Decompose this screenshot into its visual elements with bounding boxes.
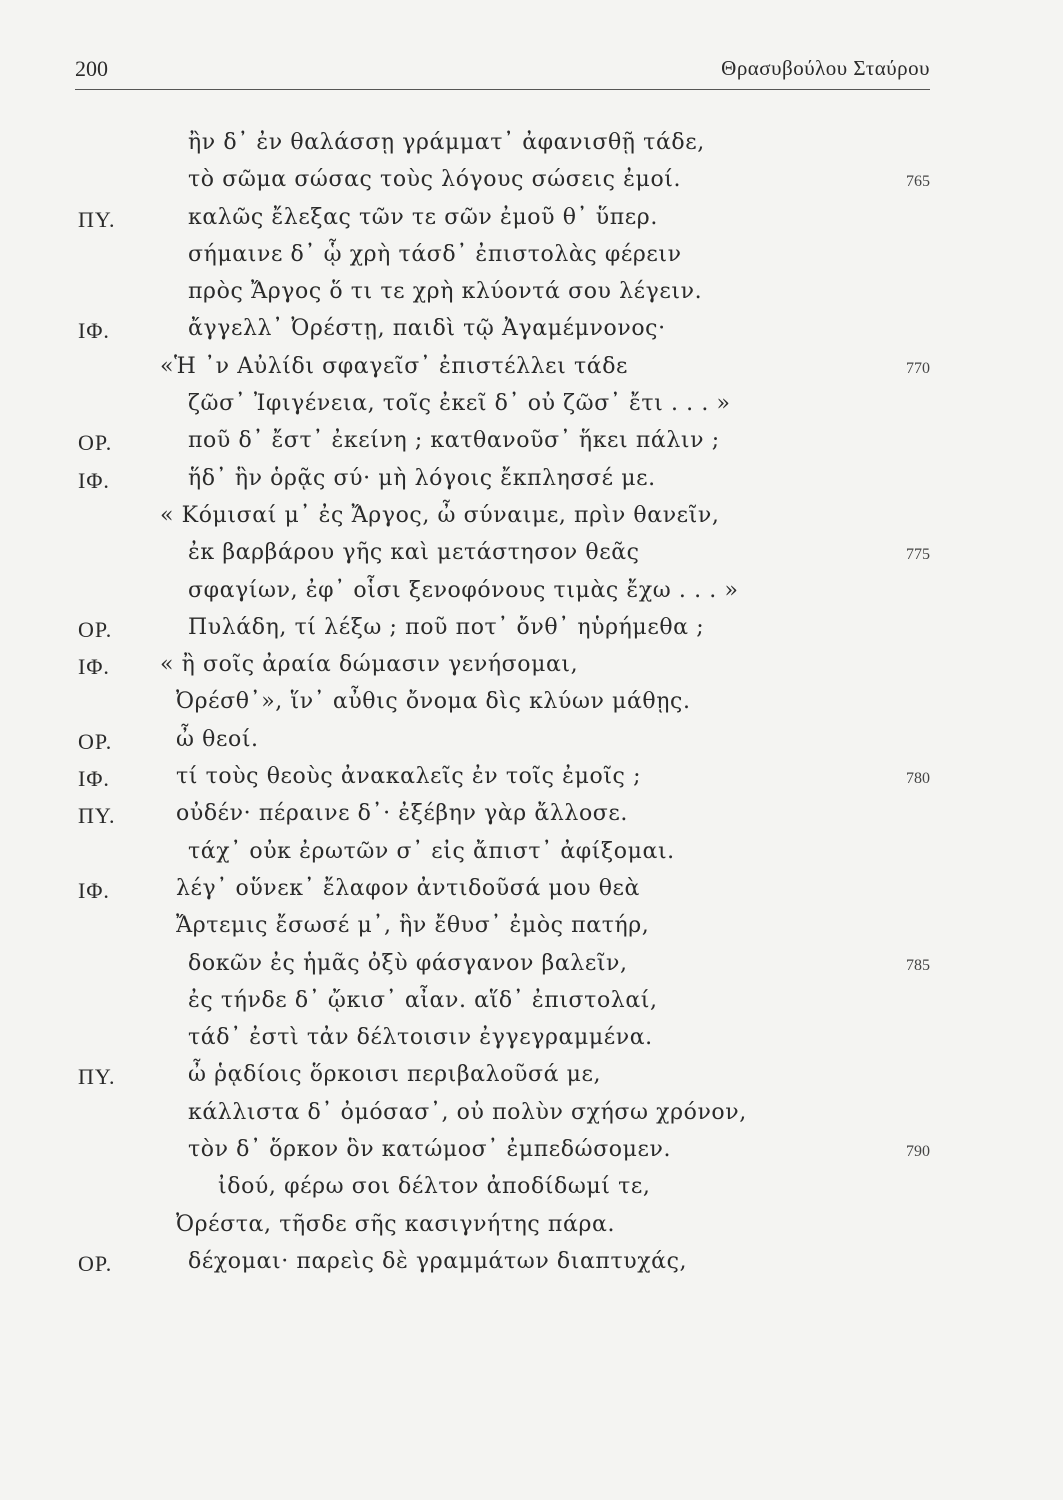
verse-text: Πυλάδη, τί λέξω ; ποῦ ποτ᾽ ὄνθ᾽ ηὑρήμεθα ; xyxy=(188,614,705,640)
verse-line xyxy=(0,687,1063,724)
verse-line xyxy=(0,1135,1063,1172)
verse-line xyxy=(0,464,1063,501)
verse-line xyxy=(0,165,1063,202)
verse-line xyxy=(0,128,1063,165)
verse-line xyxy=(0,874,1063,911)
verse-line xyxy=(0,1172,1063,1209)
running-title: Θρασυβούλου Σταύρου xyxy=(721,56,930,80)
line-number: 785 xyxy=(906,956,930,974)
verse-text: πρὸς Ἄργος ὅ τι τε χρὴ κλύοντά σου λέγειν. xyxy=(188,279,703,305)
verse-line xyxy=(0,837,1063,874)
verse-line xyxy=(0,725,1063,762)
verse-text: Ὀρέστα, τῆσδε σῆς κασιγνήτης πάρα. xyxy=(176,1211,616,1237)
speaker-label: ΙΦ. xyxy=(78,877,110,903)
speaker-label: ΙΦ. xyxy=(78,766,110,792)
verse-line xyxy=(0,203,1063,240)
verse-text: ἐς τήνδε δ᾽ ᾤκισ᾽ αἶαν. αἵδ᾽ ἐπιστολαί, xyxy=(188,987,658,1013)
line-number: 780 xyxy=(906,770,930,788)
verse-line xyxy=(0,986,1063,1023)
header-rule xyxy=(75,89,930,90)
verse-line xyxy=(0,1098,1063,1135)
line-number: 790 xyxy=(906,1143,930,1161)
verse-line xyxy=(0,1023,1063,1060)
verse-line xyxy=(0,240,1063,277)
verse-text: ζῶσ᾽ Ἰφιγένεια, τοῖς ἐκεῖ δ᾽ οὐ ζῶσ᾽ ἔτι . . . » xyxy=(188,391,731,417)
page-number: 200 xyxy=(75,56,108,81)
verse-text: ἰδού, φέρω σοι δέλτον ἀποδίδωμί τε, xyxy=(218,1174,651,1200)
verse-text: ποῦ δ᾽ ἔστ᾽ ἐκείνη ; κατθανοῦσ᾽ ἥκει πάλιν ; xyxy=(188,428,720,454)
line-number: 775 xyxy=(906,546,930,564)
verse-text: καλῶς ἔλεξας τῶν τε σῶν ἐμοῦ θ᾽ ὕπερ. xyxy=(188,204,658,230)
verse-line xyxy=(0,1060,1063,1097)
verse-lines xyxy=(0,128,1063,1284)
verse-line xyxy=(0,426,1063,463)
verse-text: ἄγγελλ᾽ Ὀρέστῃ, παιδὶ τῷ Ἀγαμέμνονος· xyxy=(188,316,666,342)
verse-text: τί τοὺς θεοὺς ἀνακαλεῖς ἐν τοῖς ἐμοῖς ; xyxy=(176,764,642,790)
verse-line xyxy=(0,1210,1063,1247)
verse-line xyxy=(0,501,1063,538)
verse-text: Ὀρέσθ᾽», ἵν᾽ αὖθις ὄνομα δὶς κλύων μάθῃς. xyxy=(176,689,691,715)
verse-line xyxy=(0,538,1063,575)
verse-line xyxy=(0,911,1063,948)
speaker-label: ΟΡ. xyxy=(78,616,113,642)
speaker-label: ΠΥ. xyxy=(78,206,116,232)
verse-line xyxy=(0,352,1063,389)
verse-text: ὦ ῥᾳδίοις ὅρκοισι περιβαλοῦσά με, xyxy=(188,1062,602,1088)
verse-text: «Ἡ ᾽ν Αὐλίδι σφαγεῖσ᾽ ἐπιστέλλει τάδε xyxy=(160,353,629,379)
verse-line xyxy=(0,613,1063,650)
verse-text: οὐδέν· πέραινε δ᾽· ἐξέβην γὰρ ἄλλοσε. xyxy=(176,801,629,827)
verse-text: λέγ᾽ οὕνεκ᾽ ἔλαφον ἀντιδοῦσά μου θεὰ xyxy=(176,875,641,901)
verse-text: τάχ᾽ οὐκ ἐρωτῶν σ᾽ εἰς ἄπιστ᾽ ἀφίξομαι. xyxy=(188,838,675,864)
verse-line xyxy=(0,1247,1063,1284)
line-number: 765 xyxy=(906,173,930,191)
verse-line xyxy=(0,277,1063,314)
verse-text: σήμαινε δ᾽ ᾧ χρὴ τάσδ᾽ ἐπιστολὰς φέρειν xyxy=(188,241,682,267)
speaker-label: ΙΦ. xyxy=(78,318,110,344)
verse-text: « ἢ σοῖς ἀραία δώμασιν γενήσομαι, xyxy=(160,652,579,678)
verse-text: δοκῶν ἐς ἡμᾶς ὀξὺ φάσγανον βαλεῖν, xyxy=(188,950,628,976)
verse-text: τάδ᾽ ἐστὶ τἀν δέλτοισιν ἐγγεγραμμένα. xyxy=(188,1025,653,1051)
verse-text: ἢν δ᾽ ἐν θαλάσσῃ γράμματ᾽ ἀφανισθῇ τάδε, xyxy=(188,130,705,155)
speaker-label: ΠΥ. xyxy=(78,803,116,829)
verse-text: τὸ σῶμα σώσας τοὺς λόγους σώσεις ἐμοί. xyxy=(188,167,682,193)
page-header xyxy=(75,50,930,90)
speaker-label: ΙΦ. xyxy=(78,654,110,680)
speaker-label: ΟΡ. xyxy=(78,430,113,456)
verse-line xyxy=(0,762,1063,799)
verse-text: δέχομαι· παρεὶς δὲ γραμμάτων διαπτυχάς, xyxy=(188,1248,688,1274)
verse-text: ἥδ᾽ ἣν ὁρᾷς σύ· μὴ λόγοις ἔκπλησσέ με. xyxy=(188,465,656,491)
speaker-label: ΙΦ. xyxy=(78,467,110,493)
verse-line xyxy=(0,650,1063,687)
verse-text: σφαγίων, ἐφ᾽ οἷσι ξενοφόνους τιμὰς ἔχω . . . » xyxy=(188,577,739,603)
verse-line xyxy=(0,949,1063,986)
line-number: 770 xyxy=(906,359,930,377)
verse-line xyxy=(0,314,1063,351)
verse-line xyxy=(0,389,1063,426)
verse-text: « Κόμισαί μ᾽ ἐς Ἄργος, ὦ σύναιμε, πρὶν θανεῖν, xyxy=(160,502,720,528)
speaker-label: ΠΥ. xyxy=(78,1064,116,1090)
verse-text: ὦ θεοί. xyxy=(176,726,259,752)
speaker-label: ΟΡ. xyxy=(78,1250,113,1276)
verse-text: τὸν δ᾽ ὅρκον ὃν κατώμοσ᾽ ἐμπεδώσομεν. xyxy=(188,1137,672,1163)
speaker-label: ΟΡ. xyxy=(78,728,113,754)
verse-text: ἐκ βαρβάρου γῆς καὶ μετάστησον θεᾶς xyxy=(188,540,640,566)
verse-text: κάλλιστα δ᾽ ὀμόσασ᾽, οὐ πολὺν σχήσω χρόνον, xyxy=(188,1099,747,1125)
verse-text: Ἄρτεμις ἔσωσέ μ᾽, ἣν ἔθυσ᾽ ἐμὸς πατήρ, xyxy=(176,913,650,939)
verse-line xyxy=(0,576,1063,613)
verse-line xyxy=(0,799,1063,836)
